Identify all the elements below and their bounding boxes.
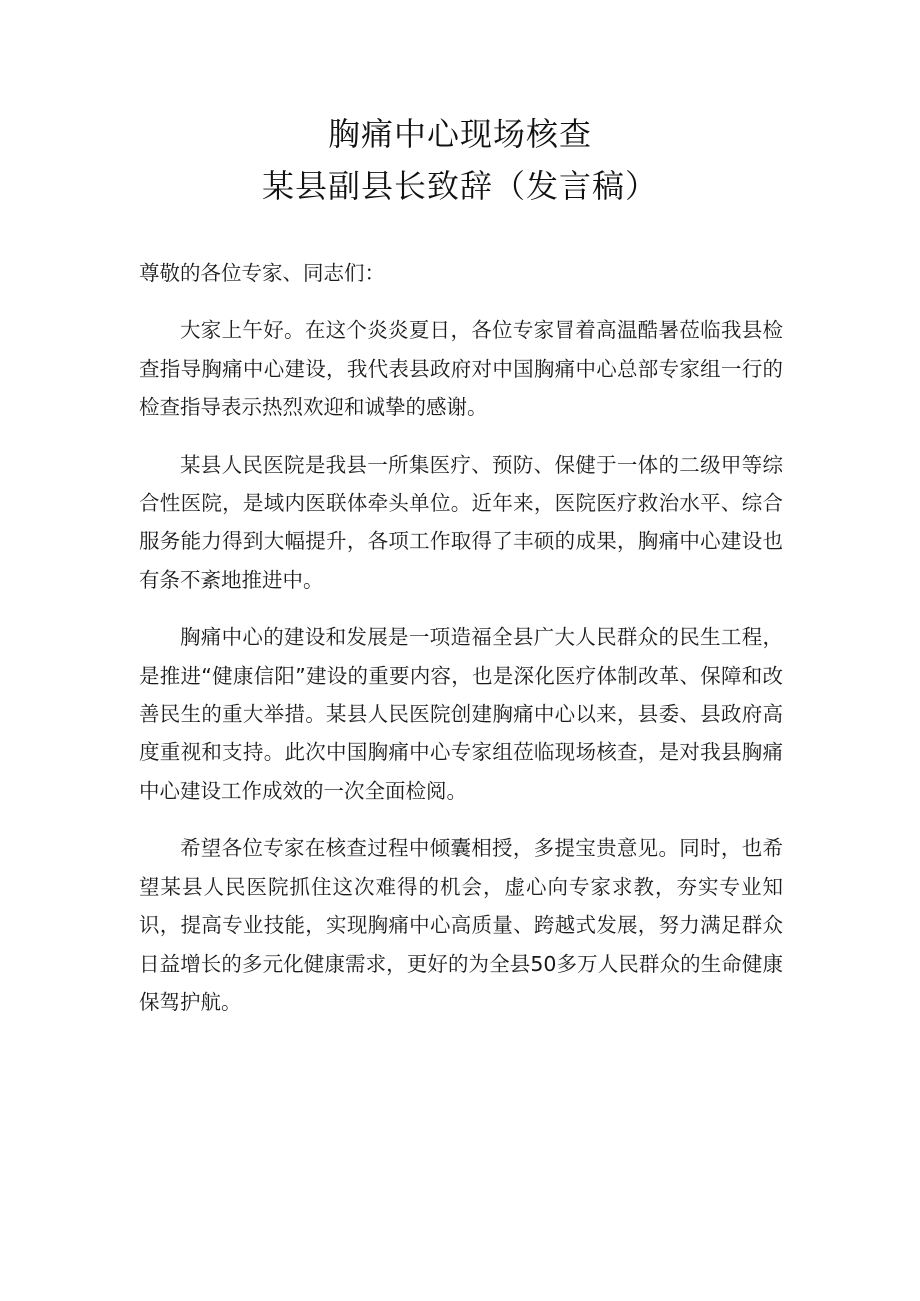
paragraph-hospital-intro: 某县人民医院是我县一所集医疗、预防、保健于一体的二级甲等综合性医院，是域内医联体牵头单位。近年来，医院医疗救治水平、综合服务能力得到大幅提升，各项工作取得了丰硕的成果，胸痛中心建设也有条不紊地推进中。 — [139, 452, 783, 592]
document-title — [0, 108, 920, 212]
speech-body — [139, 254, 783, 1021]
paragraph-welcome: 大家上午好。在这个炎炎夏日，各位专家冒着高温酷暑莅临我县检查指导胸痛中心建设，我代表县政府对中国胸痛中心总部专家组一行的检查指导表示热烈欢迎和诚挚的感谢。 — [139, 318, 783, 420]
salutation: 尊敬的各位专家、同志们： — [139, 261, 385, 285]
paragraph-significance: 胸痛中心的建设和发展是一项造福全县广大人民群众的民生工程，是推进“健康信阳”建设的重要内容，也是深化医疗体制改革、保障和改善民生的重大举措。某县人民医院创建胸痛中心以来，县委、县政府高度重视和支持。此次中国胸痛中心专家组莅临现场核查，是对我县胸痛中心建设工作成效的一次全面检阅。 — [139, 625, 783, 803]
title-line-1: 胸痛中心现场核查 — [327, 115, 592, 153]
paragraph-expectations: 希望各位专家在核查过程中倾囊相授，多提宝贵意见。同时，也希望某县人民医院抓住这次难得的机会，虚心向专家求教，夯实专业知识，提高专业技能，实现胸痛中心高质量、跨越式发展，努力满足群众日益增长的多元化健康需求，更好的为全县50多万人民群众的生命健康保驾护航。 — [139, 836, 783, 1014]
title-line-2: 某县副县长致辞（发言稿） — [261, 167, 658, 205]
